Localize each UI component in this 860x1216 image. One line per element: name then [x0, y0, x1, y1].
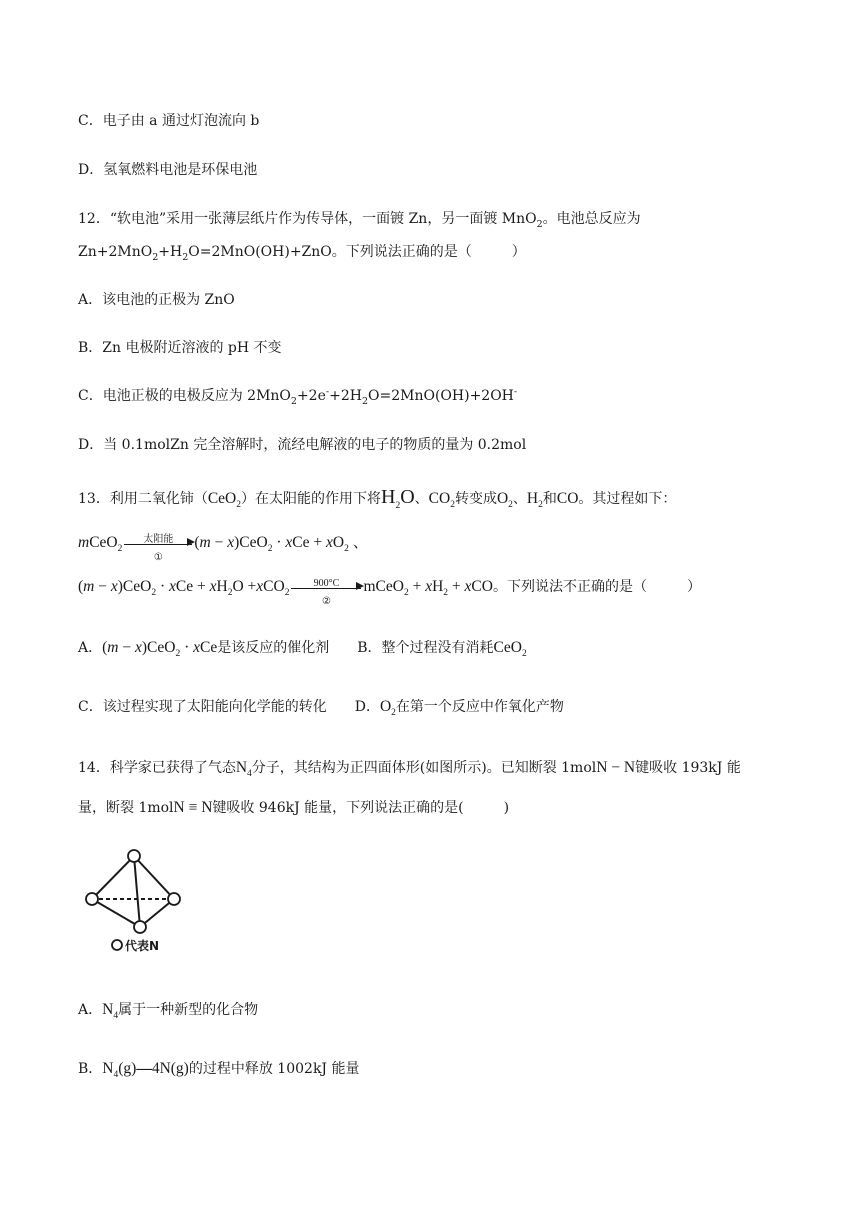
n-atom-top — [128, 850, 140, 862]
n-atom-left — [86, 893, 98, 905]
reaction-arrow-1: 太阳能 ① — [124, 542, 192, 545]
q12-stem-line2: $Zn+2MnO_2+H_2O=2MnO(OH)+ZnO$。下列说法正确的是（ ） — [78, 244, 526, 263]
q13-stem-line1: 13．利用二氧化铈（CeO$_2$）在太阳能的作用下将$H_2O$、$CO_2$转变成$O_2$、$H_2$和CO。其过程如下： — [78, 486, 677, 511]
q12-stem-line1: 12．“软电池”采用一张薄层纸片作为传导体，一面镀 Zn，另一面镀 MnO$_2$。电池总反应为 — [78, 211, 641, 230]
edge-top-right — [134, 856, 174, 899]
figure-legend-text: 代表N — [125, 939, 160, 953]
edge-left-front — [92, 899, 140, 927]
q13-options-ab: A．(m − x)CeO$_2$ · xCe是该反应的催化剂 B．整个过程没有消耗CeO$_2$ — [78, 639, 527, 660]
tetrahedron-figure — [76, 846, 206, 964]
q11-option-d: D．氢氧燃料电池是环保电池 — [78, 162, 258, 178]
q12-option-b: B．Zn 电极附近溶液的 pH 不变 — [78, 340, 282, 356]
legend-circle-icon — [112, 940, 122, 950]
n-atom-front — [134, 921, 146, 933]
q14-option-b: B．$N_4(g)—4N(g)$的过程中释放 1002kJ 能量 — [78, 1060, 360, 1081]
q13-options-cd: C．该过程实现了太阳能向化学能的转化 D．$O_2$在第一个反应中作氧化产物 — [78, 698, 564, 719]
edge-top-left — [92, 856, 134, 899]
q12-option-a: A．该电池的正极为 ZnO — [78, 292, 235, 308]
edge-top-front — [134, 856, 140, 927]
q12-option-d: D．当 0.1molZn 完全溶解时，流经电解液的电子的物质的量为 0.2mol — [78, 437, 527, 453]
n-atom-right — [168, 893, 180, 905]
q14-option-a: A．$N_4$属于一种新型的化合物 — [78, 1001, 259, 1022]
q12-option-c: C．电池正极的电极反应为 $2MnO_2+2e^-+2H_2O=2MnO(OH)+2OH^-$ — [78, 386, 518, 407]
q14-stem-line2: 量，断裂 1molN ≡ N键吸收 946kJ 能量，下列说法正确的是( ) — [78, 799, 510, 816]
reaction-arrow-2: 900°C ② — [291, 586, 361, 589]
q13-equation-2: (m − x)CeO$_2$ · xCe + $xH_2O +xCO_2$ 900°C ② mCeO$_2$ + $xH_2$ + xCO。下列说法不正确的是（ ） — [78, 577, 701, 607]
q13-equation-1: mCeO$_2$ 太阳能 ① (m − x)CeO$_2$ · xCe + $xO_2$ 、 — [78, 533, 369, 563]
q14-stem-line1: 14．科学家已获得了气态$N_4$分子，其结构为正四面体形(如图所示)。已知断裂 1molN − N键吸收 193kJ 能 — [78, 759, 741, 780]
q11-option-c: C．电子由 a 通过灯泡流向 b — [78, 113, 260, 129]
